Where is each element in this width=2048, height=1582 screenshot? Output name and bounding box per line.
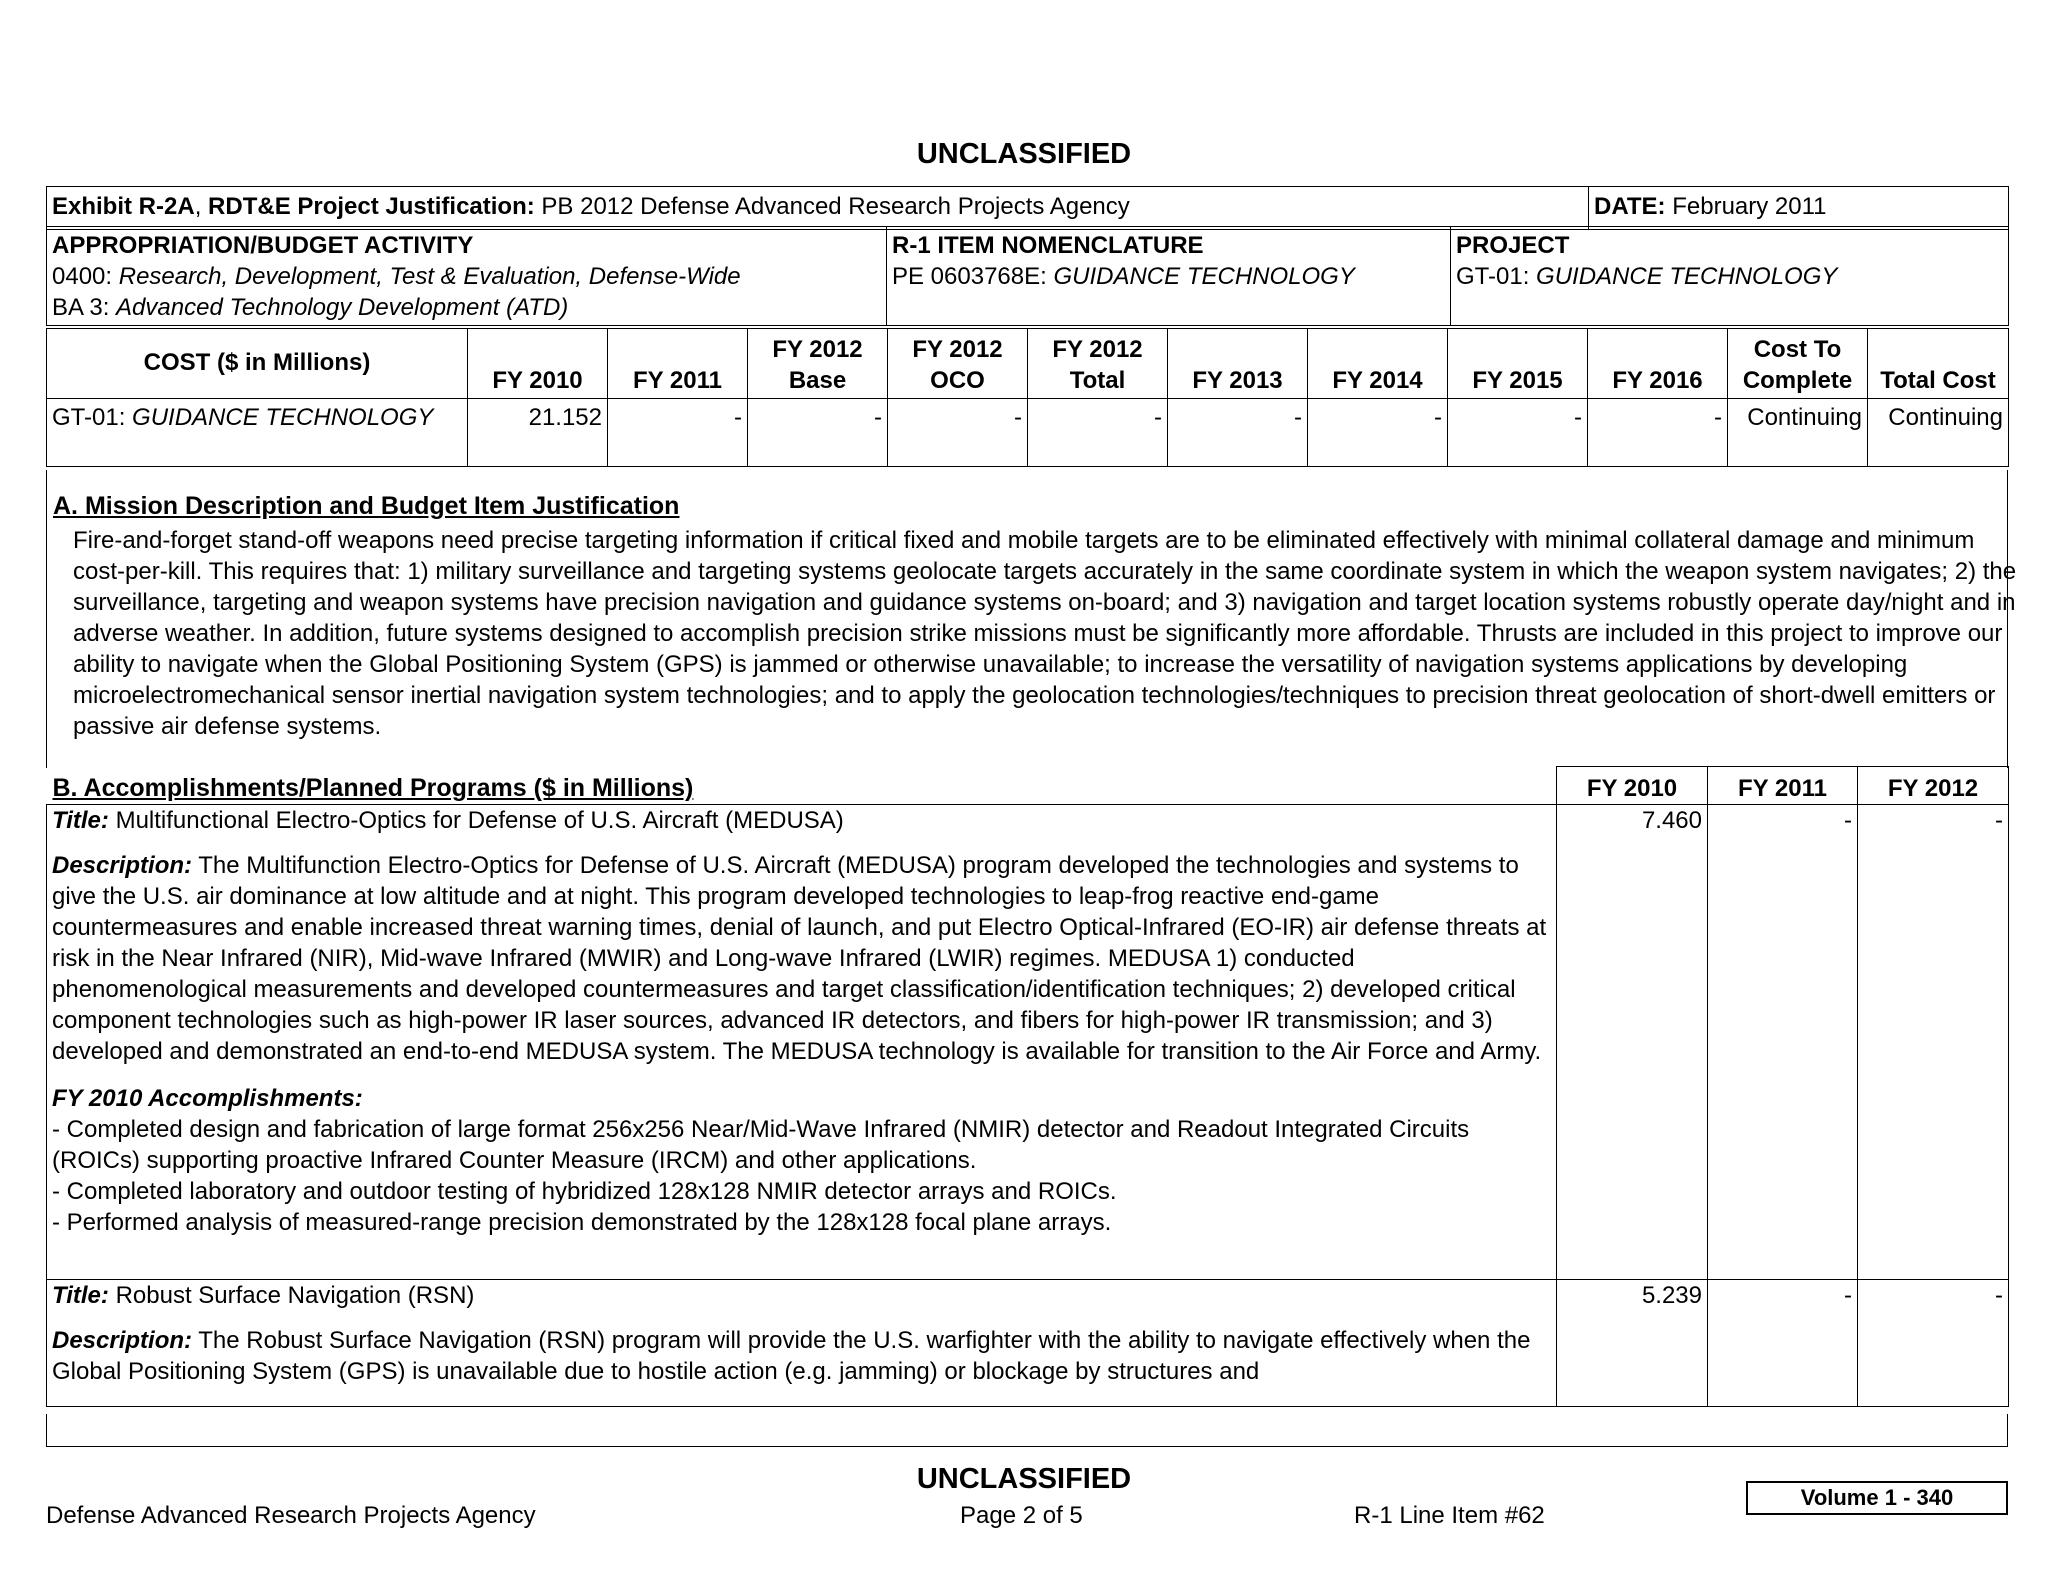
classification-bottom: UNCLASSIFIED: [916, 1463, 1132, 1495]
program-value: -: [1858, 805, 2009, 1280]
volume-box: Volume 1 - 340: [1746, 1481, 2008, 1515]
accomplishments-section-title: B. Accomplishments/Planned Programs ($ in Millions): [47, 767, 1557, 805]
cost-value: -: [1168, 399, 1308, 467]
footer-agency: Defense Advanced Research Projects Agency: [46, 1502, 536, 1529]
cost-value: -: [748, 399, 888, 467]
cost-project-name: GT-01: GUIDANCE TECHNOLOGY: [47, 399, 468, 467]
cost-col-header: Total Cost: [1868, 329, 2009, 399]
program-block-medusa: Title: Multifunctional Electro-Optics for Defense of U.S. Aircraft (MEDUSA) Description: The Multifunction Electro-Optics for Defense of U.S. Aircraft (MEDUSA) program developed the technologies and systems to give the U.S. air dominance at low altitude and at night. This program developed technologies to leap-frog reactive end-game countermeasures and enable increased threat warning times, denial of launch, and put Electro Optical-Infrared (EO-IR) air defense threats at risk in the Near Infrared (NIR), Mid-wave Infrared (MWIR) and Long-wave Infrared (LWIR) regimes. MEDUSA 1) conducted phenomenological measurements and developed countermeasures and target classification/identification techniques; 2) developed critical component technologies such as high-power IR laser sources, advanced IR detectors, and fibers for high-power IR transmission; and 3) developed and demonstrated an end-to-end MEDUSA system. The MEDUSA technology is available for transition to the Air Force and Army. FY 2010 Accomplishments: - Completed design and fabrication of large format 256x256 Near/Mid-Wave Infrared (NMIR) detector and Readout Integrated Circuits (ROICs) supporting proactive Infrared Counter Measure (IRCM) and other applications. - Completed laboratory and outdoor testing of hybridized 128x128 NMIR detector arrays and ROICs. - Performed analysis of measured-range precision demonstrated by the 128x128 focal plane arrays.: [47, 805, 1557, 1280]
nomenclature-cell: R-1 ITEM NOMENCLATURE PE 0603768E: GUIDANCE TECHNOLOGY: [887, 227, 1451, 326]
table-row: [47, 805, 2009, 1280]
exhibit-title: Exhibit R-2A, RDT&E Project Justification: PB 2012 Defense Advanced Research Projects Agency: [47, 187, 1589, 230]
acc-col-header: FY 2010: [1557, 767, 1708, 805]
exhibit-header: [46, 186, 2009, 230]
cost-table: [46, 328, 2009, 467]
program-block-rsn: Title: Robust Surface Navigation (RSN) Description: The Robust Surface Navigation (RSN) program will provide the U.S. warfighter with the ability to navigate effectively when the Global Positioning System (GPS) is unavailable due to hostile action (e.g. jamming) or blockage by structures and: [47, 1280, 1557, 1407]
table-row: [47, 1280, 2009, 1407]
cost-col-header: FY 2012 Total: [1028, 329, 1168, 399]
acc-col-header: FY 2011: [1708, 767, 1858, 805]
cost-value: -: [1448, 399, 1588, 467]
cost-value: Continuing: [1728, 399, 1868, 467]
appropriation-block: [46, 226, 2009, 326]
list-item: - Performed analysis of measured-range precision demonstrated by the 128x128 focal plane arrays.: [52, 1209, 1112, 1236]
cost-value: 21.152: [468, 399, 608, 467]
footer-line-item: R-1 Line Item #62: [1354, 1502, 1545, 1529]
cost-label: COST ($ in Millions): [47, 329, 468, 399]
accomplishments-table: [46, 766, 2009, 1407]
program-value: 7.460: [1557, 805, 1708, 1280]
cost-col-header: FY 2012 OCO: [888, 329, 1028, 399]
cost-value: Continuing: [1868, 399, 2009, 467]
mission-section-title: A. Mission Description and Budget Item Justification: [53, 492, 680, 520]
program-value: -: [1708, 1280, 1858, 1407]
cost-value: -: [888, 399, 1028, 467]
mission-section: [46, 470, 2017, 768]
program-value: -: [1708, 805, 1858, 1280]
cost-col-header: FY 2012 Base: [748, 329, 888, 399]
appropriation-cell: APPROPRIATION/BUDGET ACTIVITY 0400: Research, Development, Test & Evaluation, Defense-Wide BA 3: Advanced Technology Development (ATD): [47, 227, 887, 326]
cost-col-header: FY 2014: [1308, 329, 1448, 399]
project-cell: PROJECT GT-01: GUIDANCE TECHNOLOGY: [1451, 227, 2009, 326]
table-row: [47, 399, 2009, 467]
footer-page-number: Page 2 of 5: [960, 1502, 1083, 1529]
acc-col-header: FY 2012: [1858, 767, 2009, 805]
cost-col-header: FY 2015: [1448, 329, 1588, 399]
cost-col-header: FY 2013: [1168, 329, 1308, 399]
cost-col-header: FY 2016: [1588, 329, 1728, 399]
cost-value: -: [1308, 399, 1448, 467]
program-value: 5.239: [1557, 1280, 1708, 1407]
table-bottom-band: [46, 1414, 2008, 1447]
cost-value: -: [1588, 399, 1728, 467]
cost-col-header: FY 2010: [468, 329, 608, 399]
list-item: - Completed design and fabrication of large format 256x256 Near/Mid-Wave Infrared (NMIR) detector and Readout Integrated Circuits (ROICs) supporting proactive Infrared Counter Measure (IRCM) and other applications.: [52, 1116, 1470, 1174]
exhibit-date: DATE: February 2011: [1589, 187, 2009, 230]
cost-value: -: [608, 399, 748, 467]
list-item: - Completed laboratory and outdoor testing of hybridized 128x128 NMIR detector arrays and ROICs.: [52, 1178, 1117, 1205]
classification-top: UNCLASSIFIED: [916, 138, 1132, 170]
cost-col-header: FY 2011: [608, 329, 748, 399]
program-value: -: [1858, 1280, 2009, 1407]
cost-value: -: [1028, 399, 1168, 467]
mission-description-text: Fire-and-forget stand-off weapons need precise targeting information if critical fixed and mobile targets are to be eliminated effectively with minimal collateral damage and minimum cost-per-kill. This requires that: 1) military surveillance and targeting systems geolocate targets accurately in the same coordinate system in which the weapon system navigates; 2) the surveillance, targeting and weapon systems have precision navigation and guidance systems on-board; and 3) navigation and target location systems robustly operate day/night and in adverse weather. In addition, future systems designed to accomplish precision strike missions must be significantly more affordable. Thrusts are included in this project to improve our ability to navigate when the Global Positioning System (GPS) is jammed or otherwise unavailable; to increase the versatility of navigation systems applications by developing microelectromechanical sensor inertial navigation system technologies; and to apply the geolocation technologies/techniques to precision threat geolocation of short-dwell emitters or passive air defense systems.: [73, 527, 2017, 740]
cost-col-header: Cost To Complete: [1728, 329, 1868, 399]
